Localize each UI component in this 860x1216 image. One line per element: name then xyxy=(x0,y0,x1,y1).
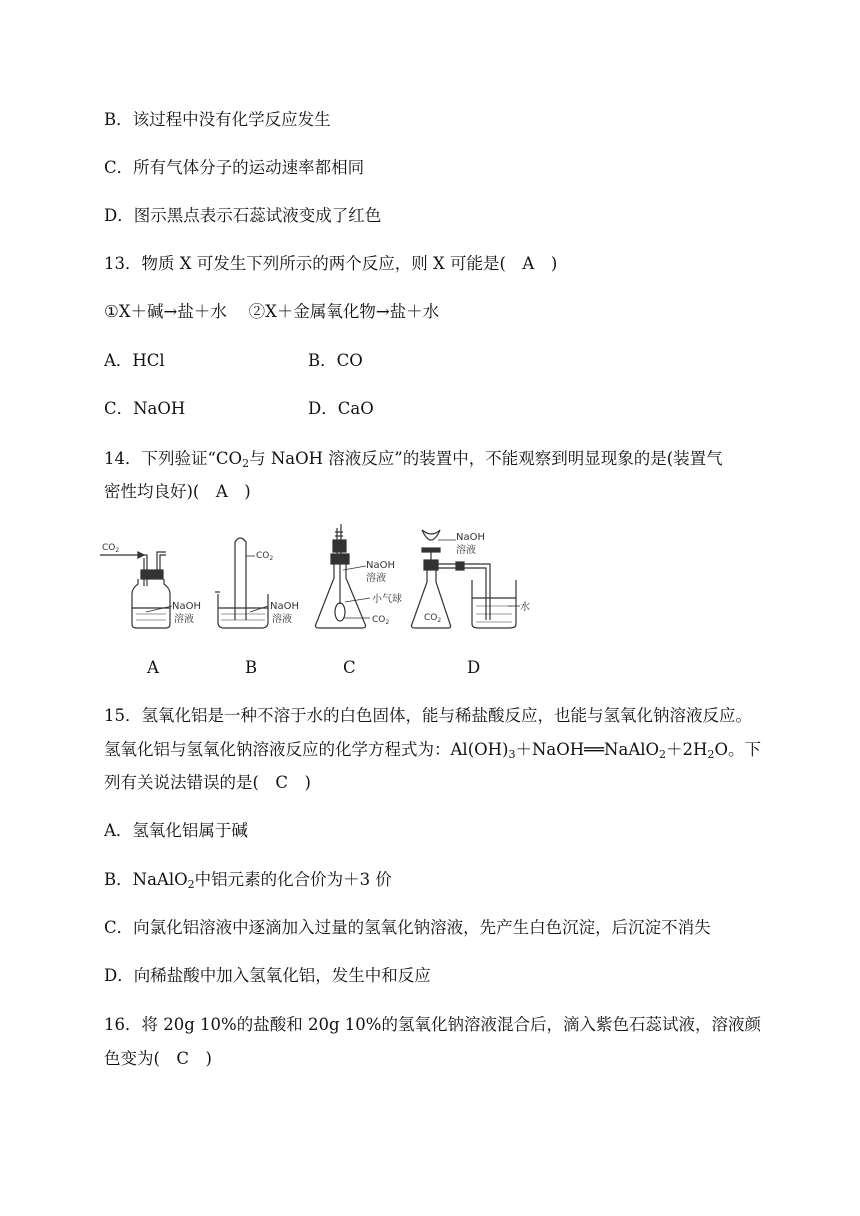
svg-text:溶液: 溶液 xyxy=(174,614,194,625)
q14-stem-line2: 密性均良好)( A ) xyxy=(104,482,251,501)
q15-option-b: B．NaAlO$_2$中铝元素的化合价为＋3 价 xyxy=(104,870,392,891)
q13-option-a: A．HCl xyxy=(104,351,165,370)
apparatus-label-a: A xyxy=(147,658,159,677)
q15-option-c: C．向氯化铝溶液中逐滴加入过量的氢氧化钠溶液，先产生白色沉淀，后沉淀不消失 xyxy=(104,918,711,937)
q13-stem: 13．物质 X 可发生下列所示的两个反应，则 X 可能是( A ) xyxy=(104,254,558,273)
apparatus-label-c: C xyxy=(343,658,356,677)
apparatus-a xyxy=(100,543,201,628)
q12-option-b: B．该过程中没有化学反应发生 xyxy=(104,110,331,129)
svg-text:NaOH: NaOH xyxy=(456,532,485,543)
q13-option-d: D．CaO xyxy=(308,399,374,418)
svg-text:CO2: $CO_2$ xyxy=(102,543,120,554)
q14-stem: 14．下列验证“$CO_2$与 NaOH 溶液反应”的装置中，不能观察到明显现象的是(装置气 xyxy=(104,449,723,470)
q13-option-c: C．NaOH xyxy=(104,399,186,418)
apparatus-b xyxy=(215,538,299,628)
q13-reactions: ①X＋碱→盐＋水 ②X＋金属氧化物→盐＋水 xyxy=(104,302,440,321)
svg-text:溶液: 溶液 xyxy=(366,573,386,584)
q15-option-a: A．氢氧化铝属于碱 xyxy=(104,821,248,840)
svg-text:NaOH: NaOH xyxy=(270,601,299,612)
svg-text:NaOH: NaOH xyxy=(366,560,395,571)
svg-text:NaOH: NaOH xyxy=(172,601,201,612)
apparatus-label-d: D xyxy=(467,658,481,677)
apparatus-c xyxy=(315,524,402,628)
apparatus-label-b: B xyxy=(245,658,258,677)
svg-text:溶液: 溶液 xyxy=(456,545,476,556)
q16-stem-line2: 色变为( C ) xyxy=(104,1049,212,1068)
q13-option-b: B．CO xyxy=(308,351,363,370)
q12-option-d: D．图示黑点表示石蕊试液变成了红色 xyxy=(104,206,382,225)
q16-stem-line1: 16．将 20g 10%的盐酸和 20g 10%的氢氧化钠溶液混合后，滴入紫色石蕊试液，溶液颜 xyxy=(104,1015,761,1034)
q12-option-c: C．所有气体分子的运动速率都相同 xyxy=(104,158,365,177)
svg-text:水: 水 xyxy=(520,602,530,613)
svg-text:CO2: $CO_2$ xyxy=(424,613,442,624)
q15-stem-line3: 列有关说法错误的是( C ) xyxy=(104,773,311,792)
q14-apparatus-figure xyxy=(100,520,530,648)
svg-text:溶液: 溶液 xyxy=(272,614,292,625)
svg-text:CO2: $CO_2$ xyxy=(256,551,274,562)
q15-equation-line: 氢氧化铝与氢氧化钠溶液反应的化学方程式为：$Al(OH)_3+NaOH══NaAlO_2+2H_2O$。下 xyxy=(104,740,761,761)
q15-stem-line1: 15．氢氧化铝是一种不溶于水的白色固体，能与稀盐酸反应，也能与氢氧化钠溶液反应。 xyxy=(104,706,752,725)
apparatus-d xyxy=(411,530,530,628)
q15-option-d: D．向稀盐酸中加入氢氧化铝，发生中和反应 xyxy=(104,966,431,985)
svg-text:CO2: $CO_2$ xyxy=(372,615,390,626)
svg-text:小气球: 小气球 xyxy=(372,594,402,605)
